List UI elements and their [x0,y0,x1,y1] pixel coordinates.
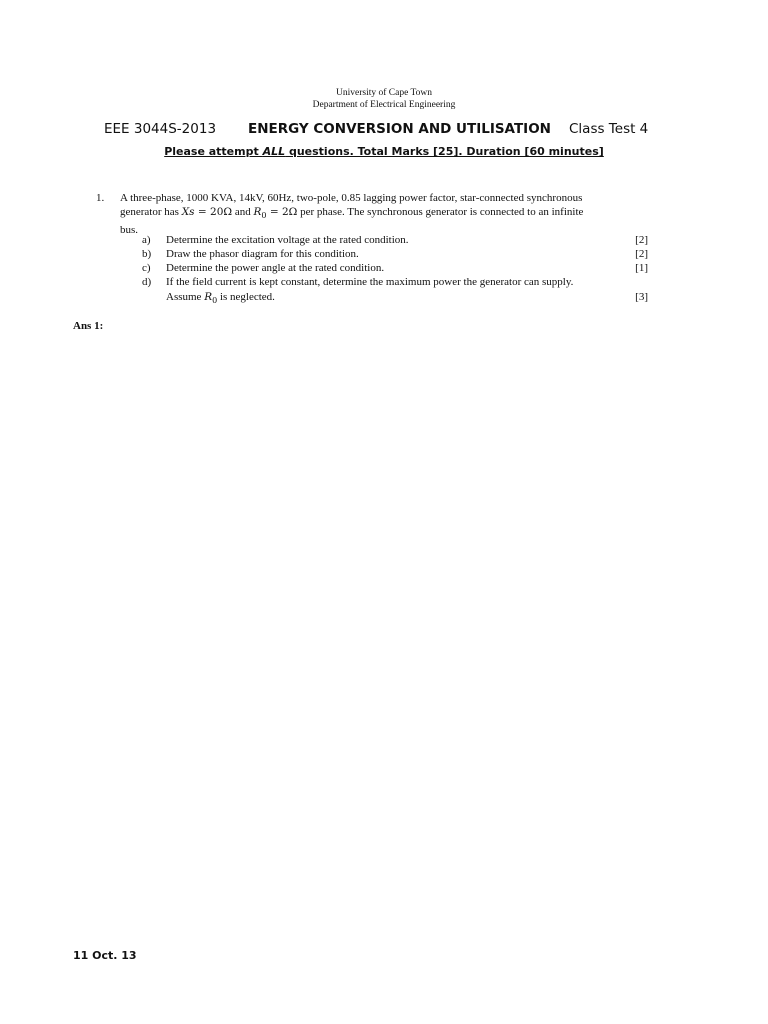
part-c-text: Determine the power angle at the rated condition. [166,262,385,274]
question-stem [120,191,668,237]
instructions-emphasis: ALL [262,145,286,158]
part-d-text: If the field current is kept constant, determine the maximum power the generator can supply. [166,276,574,288]
part-b-marks: [2] [635,248,648,260]
title-row [104,121,664,141]
reactance-value: = 20Ω [194,206,233,218]
university-name: University of Cape Town [336,88,432,98]
department-name: Department of Electrical Engineering [312,100,456,110]
part-a-letter: a) [142,234,151,246]
instructions-pre: Please attempt [164,145,263,158]
part-d-letter: d) [142,276,152,288]
question-line-2-start: generator has [120,206,182,218]
part-c-marks: [1] [635,262,648,274]
footer-date: 11 Oct. 13 [73,949,137,962]
course-code: EEE 3044S-2013 [104,121,217,137]
part-a-text: Determine the excitation voltage at the rated condition. [166,234,409,246]
part-d-resistance-symbol: R [204,291,213,303]
part-d-text-line-2 [166,290,275,308]
part-d-neglected: is neglected. [217,291,275,303]
resistance-value: = 2Ω [266,206,298,218]
question-line-1: A three-phase, 1000 KVA, 14kV, 60Hz, two-pole, 0.85 lagging power factor, star-connected synchronous [120,192,583,204]
resistance-symbol: R [253,206,262,218]
reactance-symbol: Xs [181,206,195,218]
part-d-marks: [3] [635,291,648,303]
part-a-marks: [2] [635,234,648,246]
part-d-resistance-subscript: 0 [212,296,218,306]
question-number: 1. [96,192,105,204]
question-line-2-and: and [232,206,254,218]
question-line-2 [120,205,668,223]
course-name: ENERGY CONVERSION AND UTILISATION [248,121,551,137]
resistance-subscript: 0 [261,211,267,221]
part-c-letter: c) [142,262,151,274]
part-b-letter: b) [142,248,152,260]
part-b-text: Draw the phasor diagram for this condition. [166,248,359,260]
question-line-3: bus. [120,224,139,237]
question-line-2-end: per phase. The synchronous generator is connected to an infinite [297,206,584,218]
answer-label: Ans 1: [73,320,104,332]
part-d-assume: Assume [166,291,205,303]
test-name: Class Test 4 [569,121,649,137]
instructions [0,145,768,158]
instructions-post: questions. Total Marks [25]. Duration [60 minutes] [285,145,604,158]
